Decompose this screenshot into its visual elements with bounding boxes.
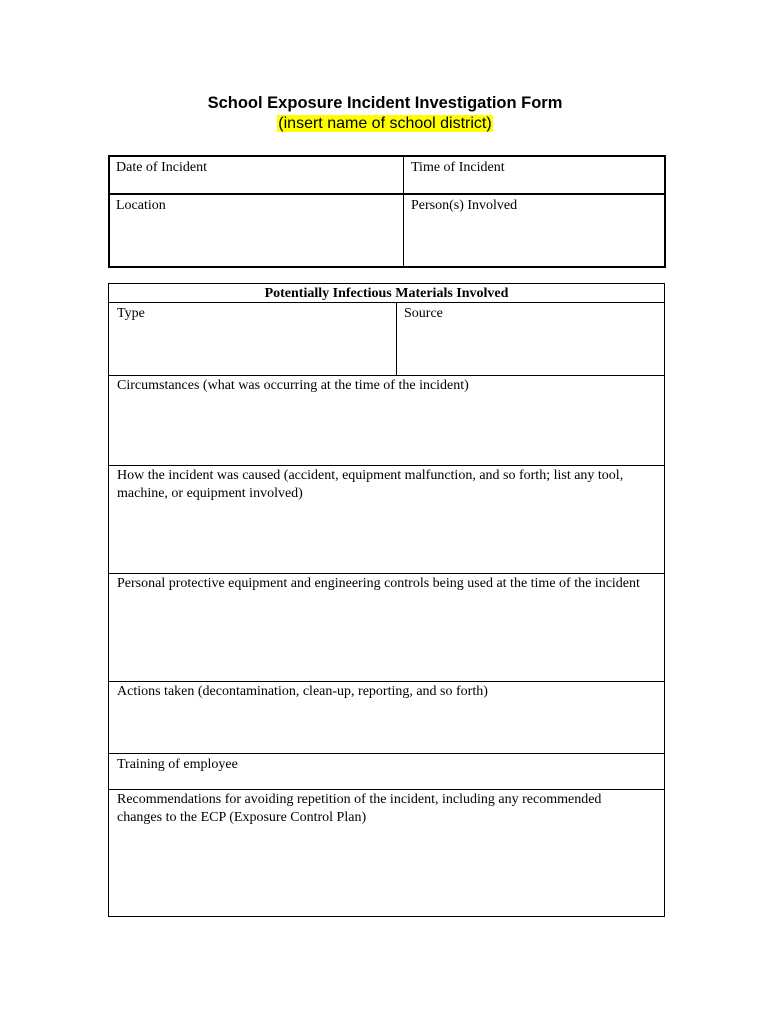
incident-cause-field[interactable]: How the incident was caused (accident, equipment malfunction, and so forth; list any tool, machine, or equipment involved) xyxy=(117,468,624,501)
row-divider xyxy=(109,789,664,790)
time-of-incident-field[interactable]: Time of Incident xyxy=(411,160,505,175)
school-district-placeholder: (insert name of school district) xyxy=(278,115,492,132)
type-field[interactable]: Type xyxy=(117,306,145,321)
row-divider xyxy=(109,573,664,574)
persons-involved-field[interactable]: Person(s) Involved xyxy=(411,198,518,213)
row-divider xyxy=(109,375,664,376)
location-field[interactable]: Location xyxy=(116,198,166,213)
ppe-controls-field[interactable]: Personal protective equipment and engineering controls being used at the time of the incident xyxy=(117,576,640,591)
row-divider xyxy=(109,465,664,466)
subtitle-line xyxy=(0,115,770,133)
row-divider xyxy=(109,302,664,303)
row-divider xyxy=(110,193,664,195)
incident-details-table xyxy=(108,155,666,268)
form-title: School Exposure Incident Investigation Form xyxy=(207,94,563,112)
materials-investigation-table xyxy=(108,283,665,917)
column-divider xyxy=(396,303,397,376)
row-divider xyxy=(109,753,664,754)
row-divider xyxy=(109,681,664,682)
materials-heading: Potentially Infectious Materials Involved xyxy=(264,286,509,301)
training-field[interactable]: Training of employee xyxy=(117,757,238,772)
source-field[interactable]: Source xyxy=(404,306,443,321)
column-divider xyxy=(403,157,404,266)
date-of-incident-field[interactable]: Date of Incident xyxy=(116,160,207,175)
recommendations-field[interactable]: Recommendations for avoiding repetition of the incident, including any recommended changes to the ECP (Exposure Control Plan) xyxy=(117,792,602,825)
circumstances-field[interactable]: Circumstances (what was occurring at the time of the incident) xyxy=(117,378,469,393)
actions-taken-field[interactable]: Actions taken (decontamination, clean-up, reporting, and so forth) xyxy=(117,684,488,699)
